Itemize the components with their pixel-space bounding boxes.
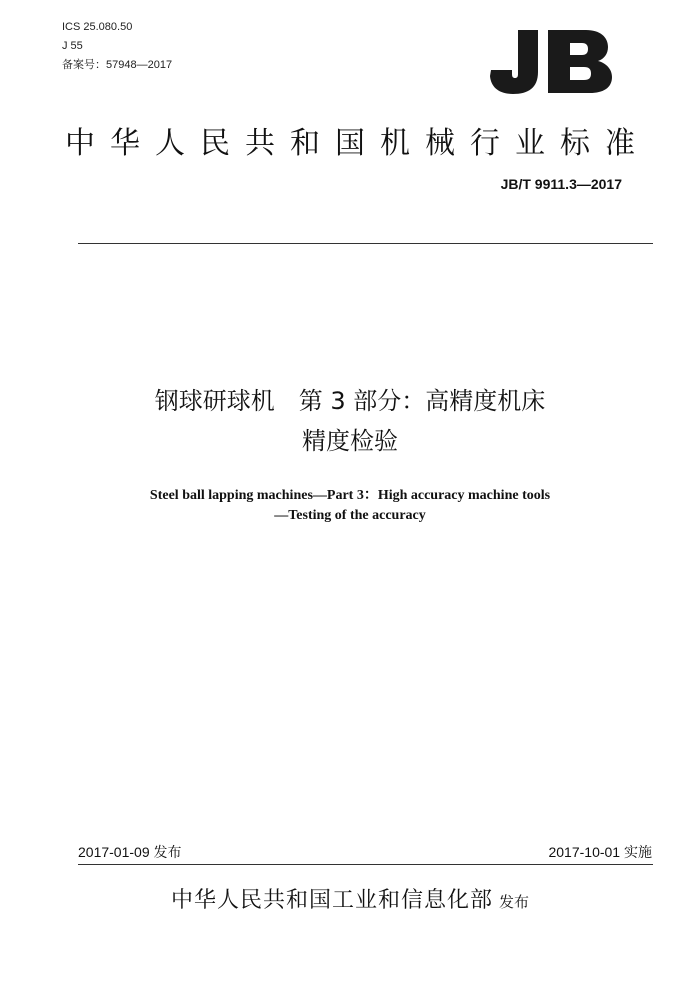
implementation-date: 2017-10-01 实施	[548, 844, 652, 860]
chinese-title-line-1: 钢球研球机 第 3 部分：高精度机床	[154, 387, 546, 415]
jb-logo-icon	[488, 26, 618, 96]
standard-number: JB/T 9911.3—2017	[500, 176, 622, 192]
chinese-title-line-2: 精度检验	[302, 427, 398, 455]
issuer-suffix: 发布	[499, 893, 530, 911]
english-title-line-1: Steel ball lapping machines—Part 3：High accuracy machine tools	[149, 488, 551, 503]
header-divider	[78, 243, 653, 244]
issuer-name: 中华人民共和国工业和信息化部	[170, 888, 493, 913]
issue-date: 2017-01-09 发布	[78, 844, 182, 860]
filing-number: 备案号：57948—2017	[62, 59, 173, 71]
document-meta	[62, 18, 172, 75]
organization-title: 中华人民共和国机械行业标准	[65, 126, 650, 161]
classification-code: J 55	[62, 40, 83, 52]
footer-divider	[78, 864, 653, 865]
ics-code: ICS 25.080.50	[62, 21, 133, 33]
english-title-line-2: —Testing of the accuracy	[274, 508, 426, 523]
issuer	[0, 883, 700, 914]
